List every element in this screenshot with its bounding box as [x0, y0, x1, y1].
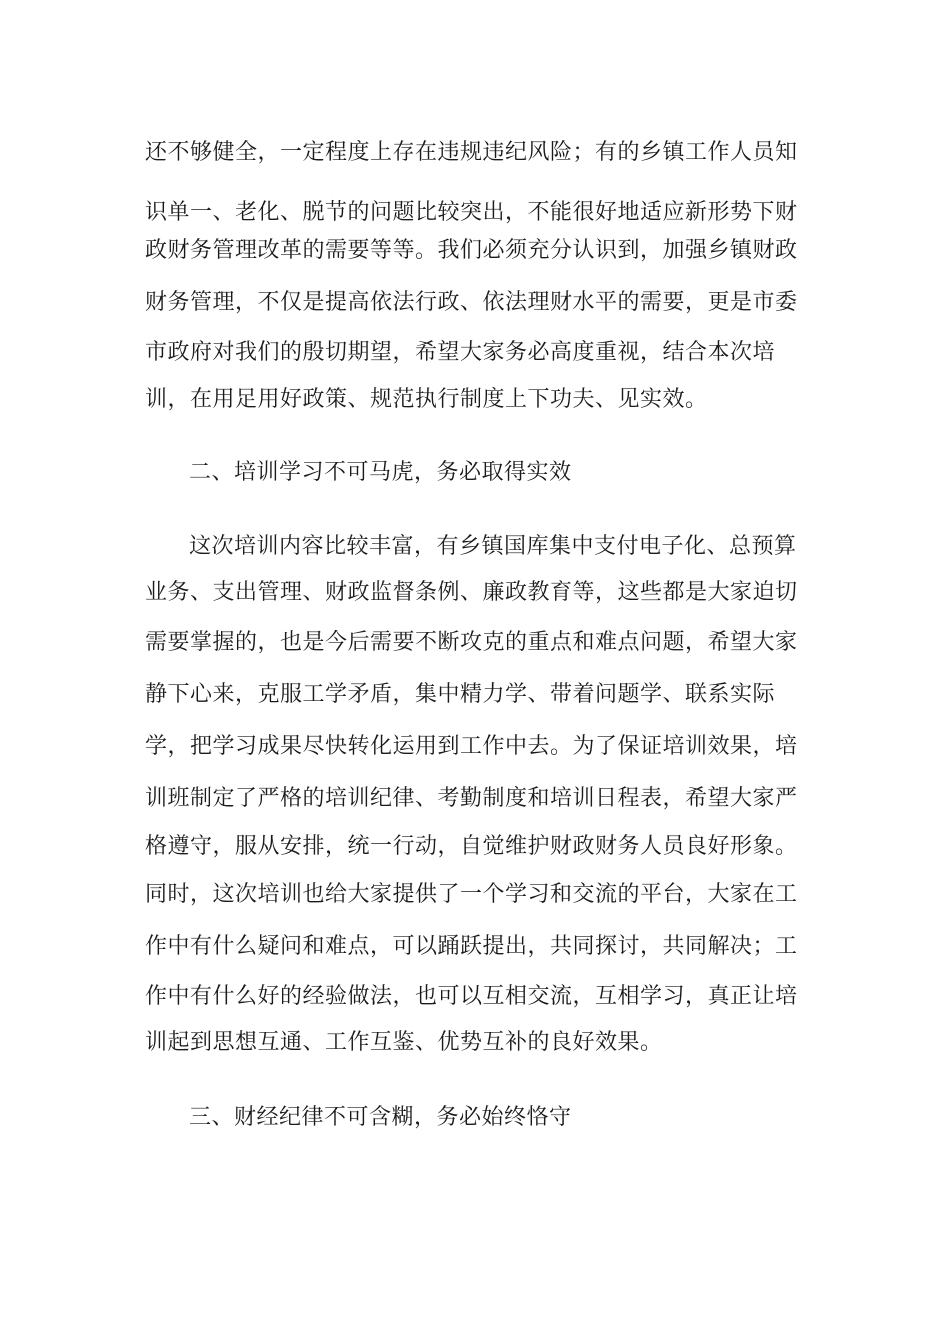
text-line: 这次培训内容比较丰富，有乡镇国库集中支付电子化、总预算	[189, 534, 797, 559]
text-line: 财务管理，不仅是提高依法行政、依法理财水平的需要，更是市委	[145, 290, 798, 315]
text-line: 同时，这次培训也给大家提供了一个学习和交流的平台，大家在工	[145, 882, 798, 907]
text-line: 训起到思想互通、工作互鉴、优势互补的良好效果。	[145, 1030, 663, 1055]
text-line: 静下心来，克服工学矛盾，集中精力学、带着问题学、联系实际	[145, 682, 776, 707]
text-line: 需要掌握的，也是今后需要不断攻克的重点和难点问题，希望大家	[145, 630, 798, 655]
text-line: 政财务管理改革的需要等等。我们必须充分认识到，加强乡镇财政	[145, 238, 798, 263]
text-line: 作中有什么疑问和难点，可以踊跃提出，共同探讨，共同解决；工	[145, 934, 798, 959]
text-line: 训班制定了严格的培训纪律、考勤制度和培训日程表，希望大家严	[145, 786, 798, 811]
text-line: 还不够健全，一定程度上存在违规违纪风险；有的乡镇工作人员知	[145, 140, 798, 165]
text-line: 作中有什么好的经验做法，也可以互相交流，互相学习，真正让培	[145, 984, 798, 1009]
text-line: 格遵守，服从安排，统一行动，自觉维护财政财务人员良好形象。	[145, 834, 798, 859]
text-line: 训，在用足用好政策、规范执行制度上下功夫、见实效。	[145, 387, 708, 412]
text-line: 业务、支出管理、财政监督条例、廉政教育等，这些都是大家迫切	[145, 580, 798, 605]
text-line: 识单一、老化、脱节的问题比较突出，不能很好地适应新形势下财	[145, 200, 798, 225]
text-line: 市政府对我们的殷切期望，希望大家务必高度重视，结合本次培	[145, 340, 776, 365]
section-heading-2: 二、培训学习不可马虎，务必取得实效	[189, 460, 572, 485]
text-line: 学，把学习成果尽快转化运用到工作中去。为了保证培训效果，培	[145, 734, 798, 759]
section-heading-3: 三、财经纪律不可含糊，务必始终恪守	[189, 1105, 572, 1130]
